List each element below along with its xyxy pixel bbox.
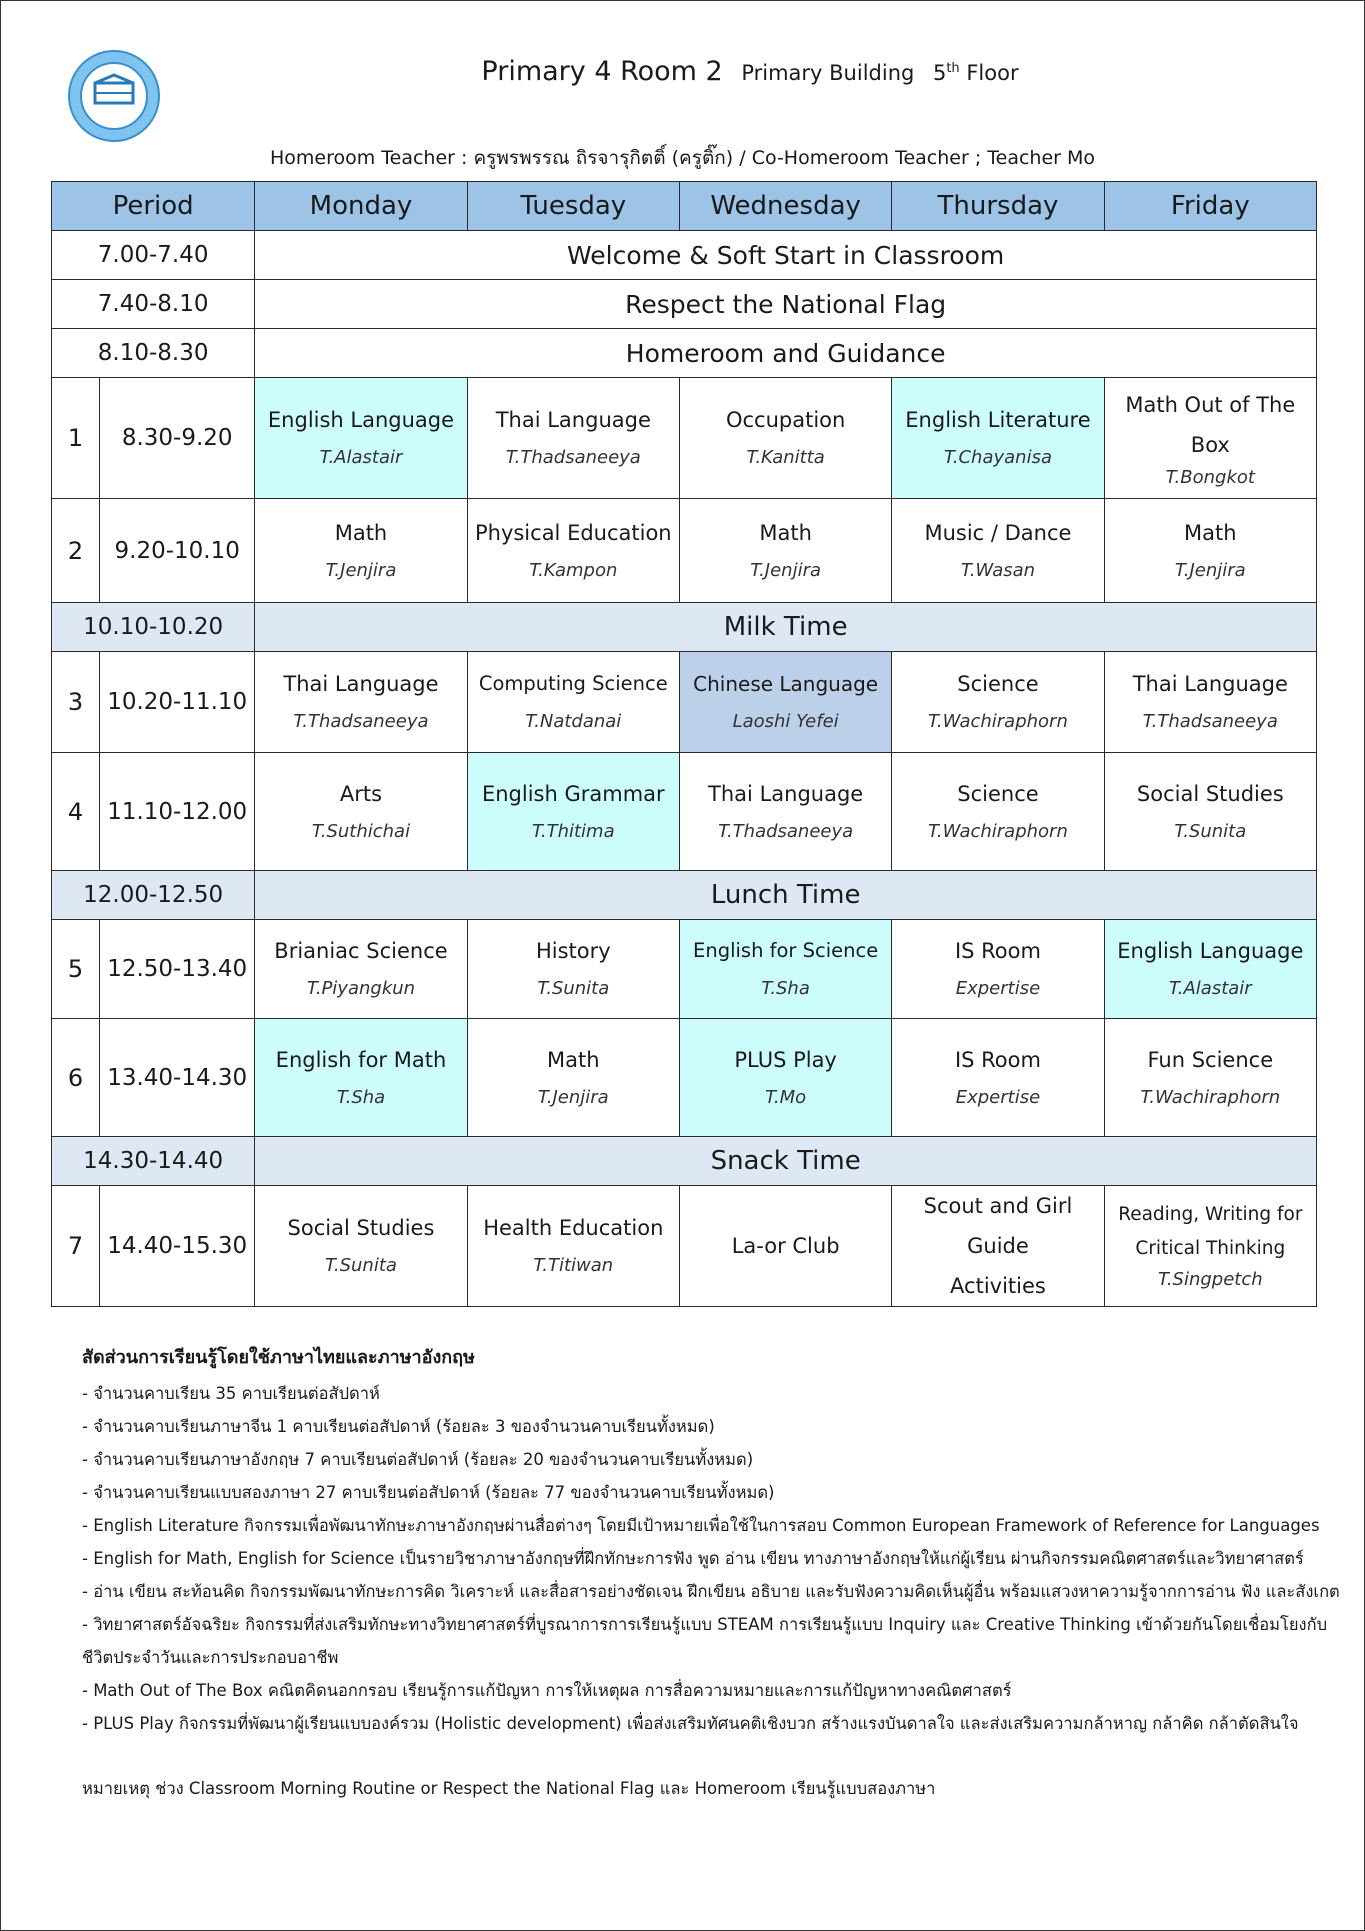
break-row-lunch (52, 871, 1317, 920)
teacher: T.Kanitta (746, 447, 825, 468)
class-cell (892, 753, 1104, 871)
period-time: 8.30-9.20 (100, 378, 255, 499)
footnote: หมายเหตุ ช่วง Classroom Morning Routine or Respect the National Flag และ Homeroom เรียนรู้แบบสองภาษา (82, 1779, 936, 1798)
period-time: 12.50-13.40 (100, 920, 255, 1019)
class-cell (255, 753, 467, 871)
subject: Scout and Girl Guide Activities (923, 1194, 1073, 1298)
class-cell (1104, 920, 1316, 1019)
period-number: 2 (52, 499, 100, 603)
note-line: - Math Out of The Box คณิตคิดนอกกรอบ เรียนรู้การแก้ปัญหา การให้เหตุผล การสื่อความหมายและการแก้ปัญหาทางคณิตศาสตร์ (82, 1681, 1012, 1700)
note-line: - อ่าน เขียน สะท้อนคิด กิจกรรมพัฒนาทักษะการคิด วิเคราะห์ และสื่อสารอย่างชัดเจน ฝึกเขียน อธิบาย และรับฟังความคิดเห็นผู้อื่น พร้อมแสวงหาความรู้จากการอ่าน ฟัง และสังเกต (82, 1582, 1340, 1601)
teacher: T.Wachiraphorn (928, 820, 1068, 842)
subject: Chinese Language (693, 672, 879, 696)
subject: Social Studies (1136, 781, 1284, 806)
time-cell: 8.10-8.30 (52, 329, 255, 378)
period-time: 11.10-12.00 (100, 753, 255, 871)
teacher: T.Singpetch (1157, 1269, 1263, 1290)
subject: Thai Language (283, 672, 439, 696)
subject: Fun Science (1147, 1047, 1274, 1072)
class-cell (255, 378, 467, 499)
teacher: T.Sunita (325, 1255, 397, 1276)
page-title (300, 56, 1200, 87)
school-logo-icon (67, 49, 161, 143)
note-line: - จำนวนคาบเรียนแบบสองภาษา 27 คาบเรียนต่อสัปดาห์ (ร้อยละ 77 ของจำนวนคาบเรียนทั้งหมด) (82, 1483, 775, 1502)
morning-row (52, 231, 1317, 280)
period-time: 13.40-14.30 (100, 1019, 255, 1137)
teacher: Laoshi Yefei (732, 711, 839, 732)
morning-row (52, 280, 1317, 329)
subject: English Language (267, 408, 455, 432)
subject: Computing Science (478, 672, 668, 695)
class-cell (679, 1186, 891, 1307)
activity-cell: Respect the National Flag (255, 280, 1317, 329)
class-cell (892, 1186, 1104, 1307)
subject: English Language (1117, 939, 1304, 963)
subject: Brianiac Science (274, 939, 448, 963)
class-cell (892, 1019, 1104, 1137)
teacher: T.Wasan (960, 559, 1036, 581)
timetable (51, 181, 1317, 1307)
teacher: T.Mo (765, 1086, 807, 1108)
subject: Math Out of The Box (1125, 393, 1296, 457)
teacher: T.Jenjira (1174, 559, 1246, 581)
class-name: Primary 4 Room 2 (481, 56, 723, 87)
class-cell (679, 920, 891, 1019)
teacher: T.Wachiraphorn (928, 711, 1068, 732)
teacher: T.Alastair (1168, 978, 1252, 999)
class-cell (255, 1186, 467, 1307)
period-time: 10.20-11.10 (100, 652, 255, 753)
header-row (52, 182, 1317, 231)
subject: Thai Language (1132, 672, 1288, 696)
break-time: 12.00-12.50 (52, 871, 255, 920)
activity-cell: Welcome & Soft Start in Classroom (255, 231, 1317, 280)
period-row (52, 499, 1317, 603)
class-cell (255, 499, 467, 603)
class-cell (255, 652, 467, 753)
activity-cell: Homeroom and Guidance (255, 329, 1317, 378)
class-cell (255, 1019, 467, 1137)
subject: English for Science (693, 939, 879, 962)
teacher: T.Thadsaneeya (293, 711, 429, 732)
subject: History (535, 939, 611, 963)
subject: Math (547, 1047, 600, 1072)
class-cell (1104, 499, 1316, 603)
teacher: T.Sunita (537, 978, 610, 999)
subject: IS Room (954, 1047, 1041, 1072)
notes-title: สัดส่วนการเรียนรู้โดยใช้ภาษาไทยและภาษาอังกฤษ (82, 1347, 475, 1368)
note-line: - จำนวนคาบเรียน 35 คาบเรียนต่อสัปดาห์ (82, 1384, 380, 1403)
note-line: - วิทยาศาสตร์อัจฉริยะ กิจกรรมที่ส่งเสริมทักษะทางวิทยาศาสตร์ที่บูรณาการการเรียนรู้แบบ STEAM การเรียนรู้แบบ Inquiry และ Creative Thinking เข้าด้วยกันโดยเชื่อมโยงกับ (82, 1615, 1328, 1634)
morning-row (52, 329, 1317, 378)
note-line: - PLUS Play กิจกรรมที่พัฒนาผู้เรียนแบบองค์รวม (Holistic development) เพื่อส่งเสริมทัศนคติเชิงบวก สร้างแรงบันดาลใจ และส่งเสริมความกล้าหาญ กล้าคิด กล้าตัดสินใจ (82, 1714, 1299, 1733)
teacher: T.Sunita (1174, 820, 1247, 842)
break-row-snack (52, 1137, 1317, 1186)
period-number: 4 (52, 753, 100, 871)
break-row-milk (52, 603, 1317, 652)
class-cell (1104, 1186, 1316, 1307)
teacher: T.Suthichai (311, 820, 411, 842)
subject: English Literature (905, 408, 1091, 432)
col-wednesday: Wednesday (679, 182, 891, 231)
subject: Health Education (483, 1216, 664, 1240)
teacher: T.Thadsaneeya (718, 820, 854, 842)
teacher: T.Alastair (319, 447, 403, 468)
class-cell (1104, 753, 1316, 871)
class-cell (467, 652, 679, 753)
subject: Thai Language (708, 781, 864, 806)
subject: English for Math (275, 1047, 447, 1072)
teacher: T.Thitima (532, 820, 615, 842)
col-thursday: Thursday (892, 182, 1104, 231)
teacher: T.Thadsaneeya (1142, 711, 1278, 732)
period-time: 14.40-15.30 (100, 1186, 255, 1307)
break-label: Milk Time (255, 603, 1317, 652)
class-cell (1104, 378, 1316, 499)
teacher: T.Jenjira (537, 1086, 609, 1108)
homeroom-teacher: Homeroom Teacher : ครูพรพรรณ ถิรจารุกิตติ์ (ครูติ๊ก) / Co-Homeroom Teacher ; Teacher Mo (269, 147, 1096, 169)
subject: PLUS Play (734, 1047, 837, 1072)
teacher: T.Sha (761, 978, 810, 999)
col-monday: Monday (255, 182, 467, 231)
class-cell (467, 499, 679, 603)
subject: Math (334, 520, 388, 545)
time-cell: 7.00-7.40 (52, 231, 255, 280)
period-number: 6 (52, 1019, 100, 1137)
class-cell (467, 1019, 679, 1137)
teacher: T.Bongkot (1165, 467, 1255, 488)
class-cell (467, 378, 679, 499)
class-cell (892, 499, 1104, 603)
teacher: T.Wachiraphorn (1140, 1086, 1281, 1108)
class-cell (467, 920, 679, 1019)
teacher: T.Piyangkun (306, 978, 416, 999)
note-line: - จำนวนคาบเรียนภาษาจีน 1 คาบเรียนต่อสัปดาห์ (ร้อยละ 3 ของจำนวนคาบเรียนทั้งหมด) (82, 1417, 715, 1436)
subject: Science (957, 672, 1039, 696)
teacher: T.Thadsaneeya (505, 447, 641, 468)
notes-section (82, 1342, 1340, 1804)
floor-label: 5th Floor (932, 61, 1019, 85)
class-cell (679, 378, 891, 499)
subject: Math (1184, 520, 1237, 545)
class-cell (467, 753, 679, 871)
teacher: T.Natdanai (525, 711, 622, 732)
subject: Occupation (725, 408, 846, 432)
subject: Arts (339, 781, 383, 806)
class-cell (255, 920, 467, 1019)
time-cell: 7.40-8.10 (52, 280, 255, 329)
subject: Reading, Writing for Critical Thinking (1118, 1204, 1303, 1259)
col-friday: Friday (1104, 182, 1316, 231)
period-row (52, 1019, 1317, 1137)
note-line: - จำนวนคาบเรียนภาษาอังกฤษ 7 คาบเรียนต่อสัปดาห์ (ร้อยละ 20 ของจำนวนคาบเรียนทั้งหมด) (82, 1450, 754, 1469)
class-cell (892, 920, 1104, 1019)
subject: Music / Dance (924, 520, 1072, 545)
period-row (52, 378, 1317, 499)
col-tuesday: Tuesday (467, 182, 679, 231)
period-row (52, 1186, 1317, 1307)
class-cell (679, 753, 891, 871)
subject: Science (957, 781, 1039, 806)
note-line: ชีวิตประจำวันและการประกอบอาชีพ (82, 1648, 339, 1667)
subject: Social Studies (287, 1216, 435, 1240)
teacher: T.Sha (336, 1086, 386, 1108)
break-label: Snack Time (255, 1137, 1317, 1186)
subject: La-or Club (731, 1234, 840, 1258)
col-period: Period (52, 182, 255, 231)
class-cell (1104, 1019, 1316, 1137)
teacher: T.Jenjira (325, 559, 397, 581)
subject: English Grammar (481, 781, 665, 806)
subject: Math (759, 520, 812, 545)
teacher: Expertise (955, 978, 1041, 999)
period-row (52, 753, 1317, 871)
class-cell (892, 652, 1104, 753)
teacher: Expertise (955, 1086, 1041, 1108)
teacher: T.Kampon (529, 559, 618, 581)
building-name: Primary Building (741, 61, 915, 85)
class-cell (679, 499, 891, 603)
period-row (52, 652, 1317, 753)
note-line: - English for Math, English for Science เป็นรายวิชาภาษาอังกฤษที่ฝึกทักษะการฟัง พูด อ่าน เขียน ทางภาษาอังกฤษให้แก่ผู้เรียน ผ่านกิจกรรมคณิตศาสตร์และวิทยาศาสตร์ (82, 1549, 1304, 1568)
teacher: T.Chayanisa (943, 447, 1052, 468)
teacher: T.Titiwan (533, 1255, 614, 1276)
break-time: 10.10-10.20 (52, 603, 255, 652)
subject: Physical Education (474, 520, 672, 545)
class-cell (679, 652, 891, 753)
subject: Thai Language (495, 408, 651, 432)
period-number: 3 (52, 652, 100, 753)
period-time: 9.20-10.10 (100, 499, 255, 603)
class-cell (1104, 652, 1316, 753)
class-cell (467, 1186, 679, 1307)
note-line: - English Literature กิจกรรมเพื่อพัฒนาทักษะภาษาอังกฤษผ่านสื่อต่างๆ โดยมีเป้าหมายเพื่อใช้ในการสอบ Common European Framework of Reference for Languages (82, 1516, 1320, 1535)
subject: IS Room (954, 939, 1041, 963)
period-row (52, 920, 1317, 1019)
period-number: 7 (52, 1186, 100, 1307)
break-label: Lunch Time (255, 871, 1317, 920)
class-cell (679, 1019, 891, 1137)
period-number: 5 (52, 920, 100, 1019)
break-time: 14.30-14.40 (52, 1137, 255, 1186)
class-cell (892, 378, 1104, 499)
teacher: T.Jenjira (750, 559, 822, 581)
period-number: 1 (52, 378, 100, 499)
